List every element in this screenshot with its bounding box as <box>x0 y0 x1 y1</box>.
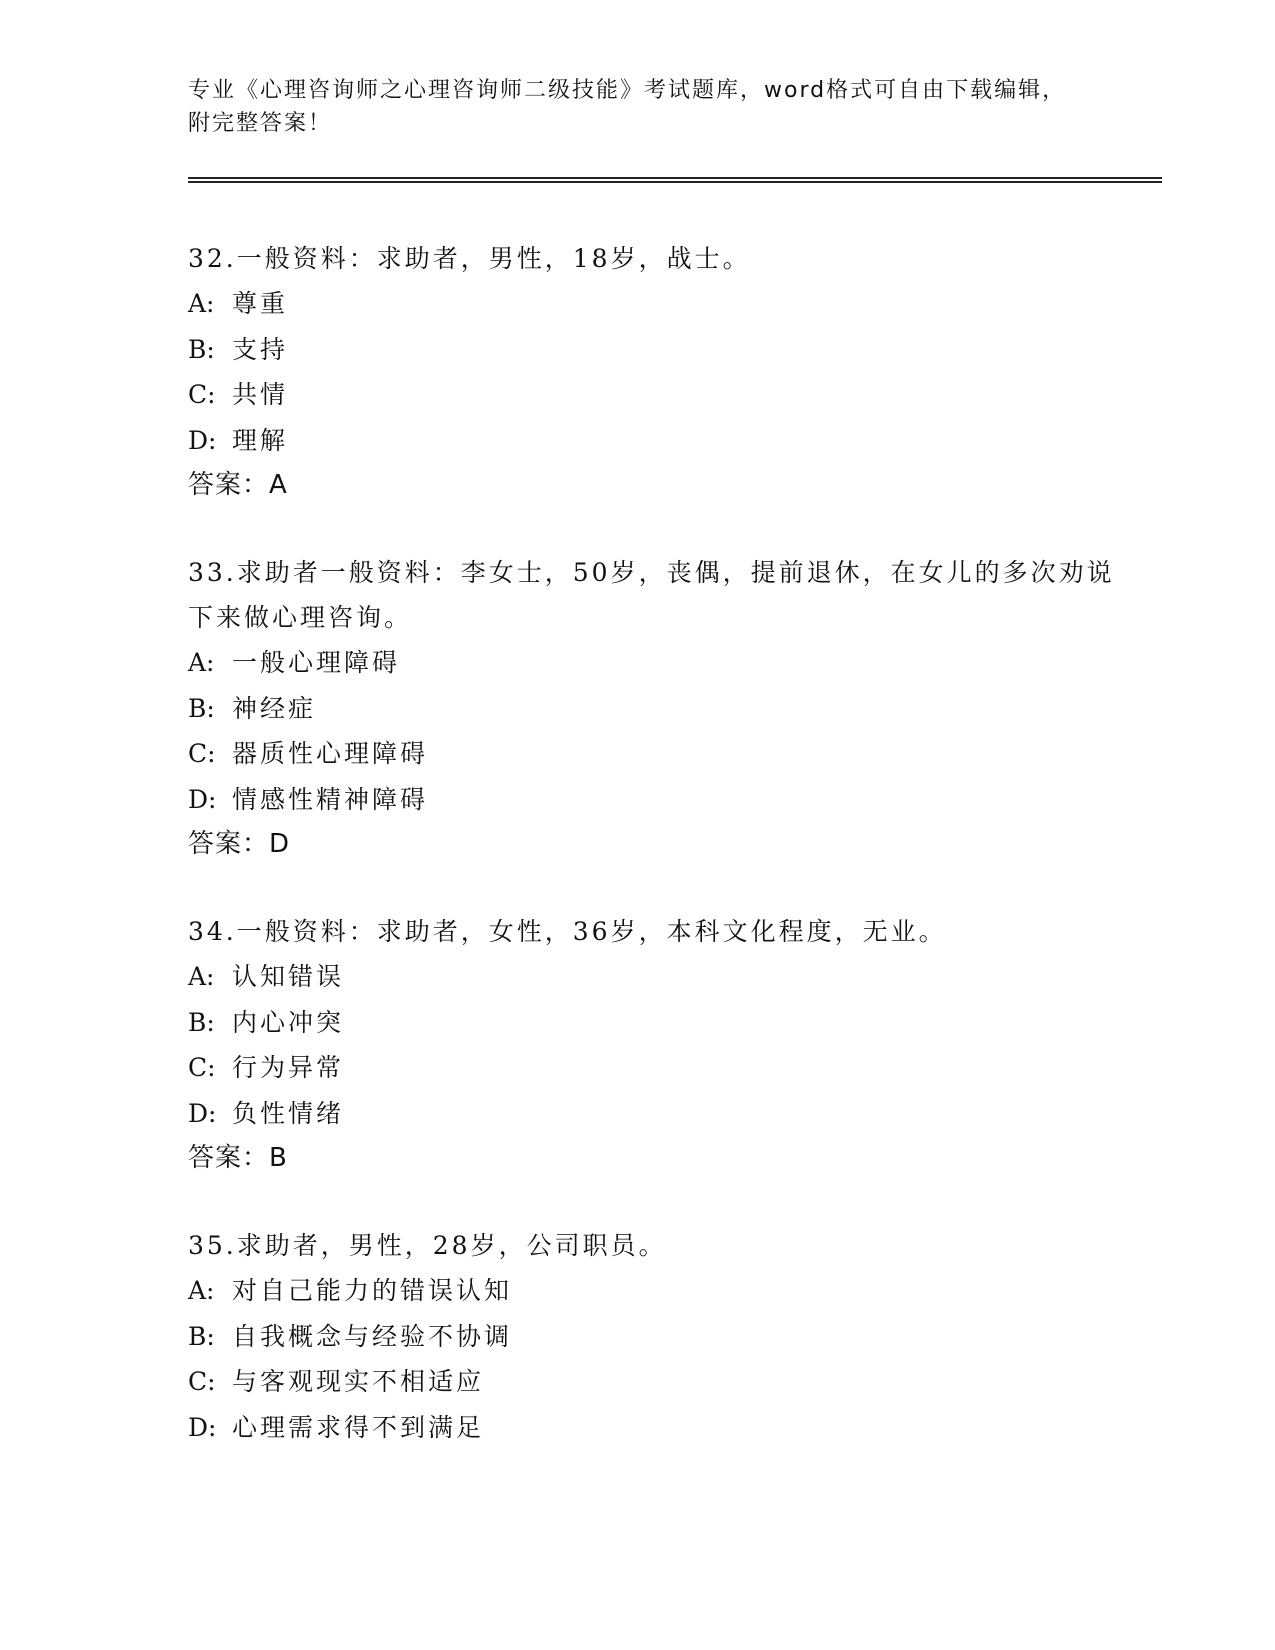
answer-line: 答案：D <box>188 829 291 859</box>
option-letter: B: <box>188 1007 215 1037</box>
header-divider-top <box>188 177 1162 179</box>
question-35 <box>188 1223 1128 1450</box>
option-letter: A: <box>188 289 215 318</box>
option-text: 情感性精神障碍 <box>232 784 429 814</box>
option-letter: A: <box>188 1276 215 1305</box>
question-number: 34. <box>188 917 237 946</box>
option-d <box>188 777 1128 823</box>
option-text: 共情 <box>232 380 289 409</box>
option-letter: D: <box>188 425 217 455</box>
question-text: 求助者一般资料：李女士，50岁，丧偶，提前退休，在女儿的多次劝说下来做心理咨询。 <box>188 558 1115 632</box>
option-c <box>188 731 1128 777</box>
option-c <box>188 1045 1128 1091</box>
question-text: 一般资料：求助者，男性，18岁，战士。 <box>236 244 751 273</box>
option-d <box>188 1405 1128 1451</box>
option-text: 认知错误 <box>232 962 345 991</box>
option-a <box>188 1268 1128 1314</box>
question-list <box>188 236 1128 1492</box>
option-b <box>188 1314 1128 1360</box>
option-text: 行为异常 <box>232 1053 345 1082</box>
question-32 <box>188 236 1128 508</box>
option-letter: B: <box>188 1321 215 1351</box>
option-letter: D: <box>188 1412 217 1442</box>
option-c <box>188 1359 1128 1405</box>
option-text: 内心冲突 <box>232 1007 345 1037</box>
option-letter: C: <box>188 1367 216 1396</box>
question-stem <box>188 1223 1128 1268</box>
option-letter: D: <box>188 1098 217 1128</box>
option-text: 器质性心理障碍 <box>232 739 429 768</box>
question-number: 35. <box>188 1231 237 1260</box>
option-d <box>188 418 1128 464</box>
option-text: 理解 <box>232 425 289 455</box>
option-a <box>188 640 1128 686</box>
option-text: 一般心理障碍 <box>232 648 401 677</box>
question-stem <box>188 236 1128 281</box>
header-divider-bottom <box>188 181 1162 183</box>
option-text: 神经症 <box>232 693 317 723</box>
option-letter: C: <box>188 1053 216 1082</box>
question-number: 33. <box>188 558 237 587</box>
option-text: 心理需求得不到满足 <box>232 1412 485 1442</box>
question-stem <box>188 909 1128 954</box>
document-header: 专业《心理咨询师之心理咨询师二级技能》考试题库，word格式可自由下载编辑，附完整答案！ <box>188 78 1067 136</box>
question-33 <box>188 550 1128 867</box>
option-text: 尊重 <box>232 289 289 318</box>
option-text: 负性情绪 <box>232 1098 345 1128</box>
option-letter: B: <box>188 334 215 364</box>
option-b <box>188 327 1128 373</box>
answer-line: 答案：B <box>188 1143 288 1173</box>
option-text: 对自己能力的错误认知 <box>232 1276 513 1305</box>
question-number: 32. <box>188 244 237 273</box>
option-c <box>188 372 1128 418</box>
question-stem <box>188 550 1128 640</box>
option-letter: B: <box>188 693 215 723</box>
question-text: 一般资料：求助者，女性，36岁，本科文化程度，无业。 <box>236 917 947 946</box>
question-text: 求助者，男性，28岁，公司职员。 <box>236 1231 667 1260</box>
option-b <box>188 686 1128 732</box>
answer-line: 答案：A <box>188 470 288 500</box>
option-text: 自我概念与经验不协调 <box>232 1321 513 1351</box>
option-letter: C: <box>188 739 216 768</box>
option-text: 支持 <box>232 334 289 364</box>
option-a <box>188 281 1128 327</box>
option-letter: D: <box>188 784 217 814</box>
option-a <box>188 954 1128 1000</box>
question-34 <box>188 909 1128 1181</box>
option-text: 与客观现实不相适应 <box>232 1367 485 1396</box>
option-letter: A: <box>188 648 215 677</box>
option-b <box>188 1000 1128 1046</box>
option-d <box>188 1091 1128 1137</box>
option-letter: A: <box>188 962 215 991</box>
option-letter: C: <box>188 380 216 409</box>
